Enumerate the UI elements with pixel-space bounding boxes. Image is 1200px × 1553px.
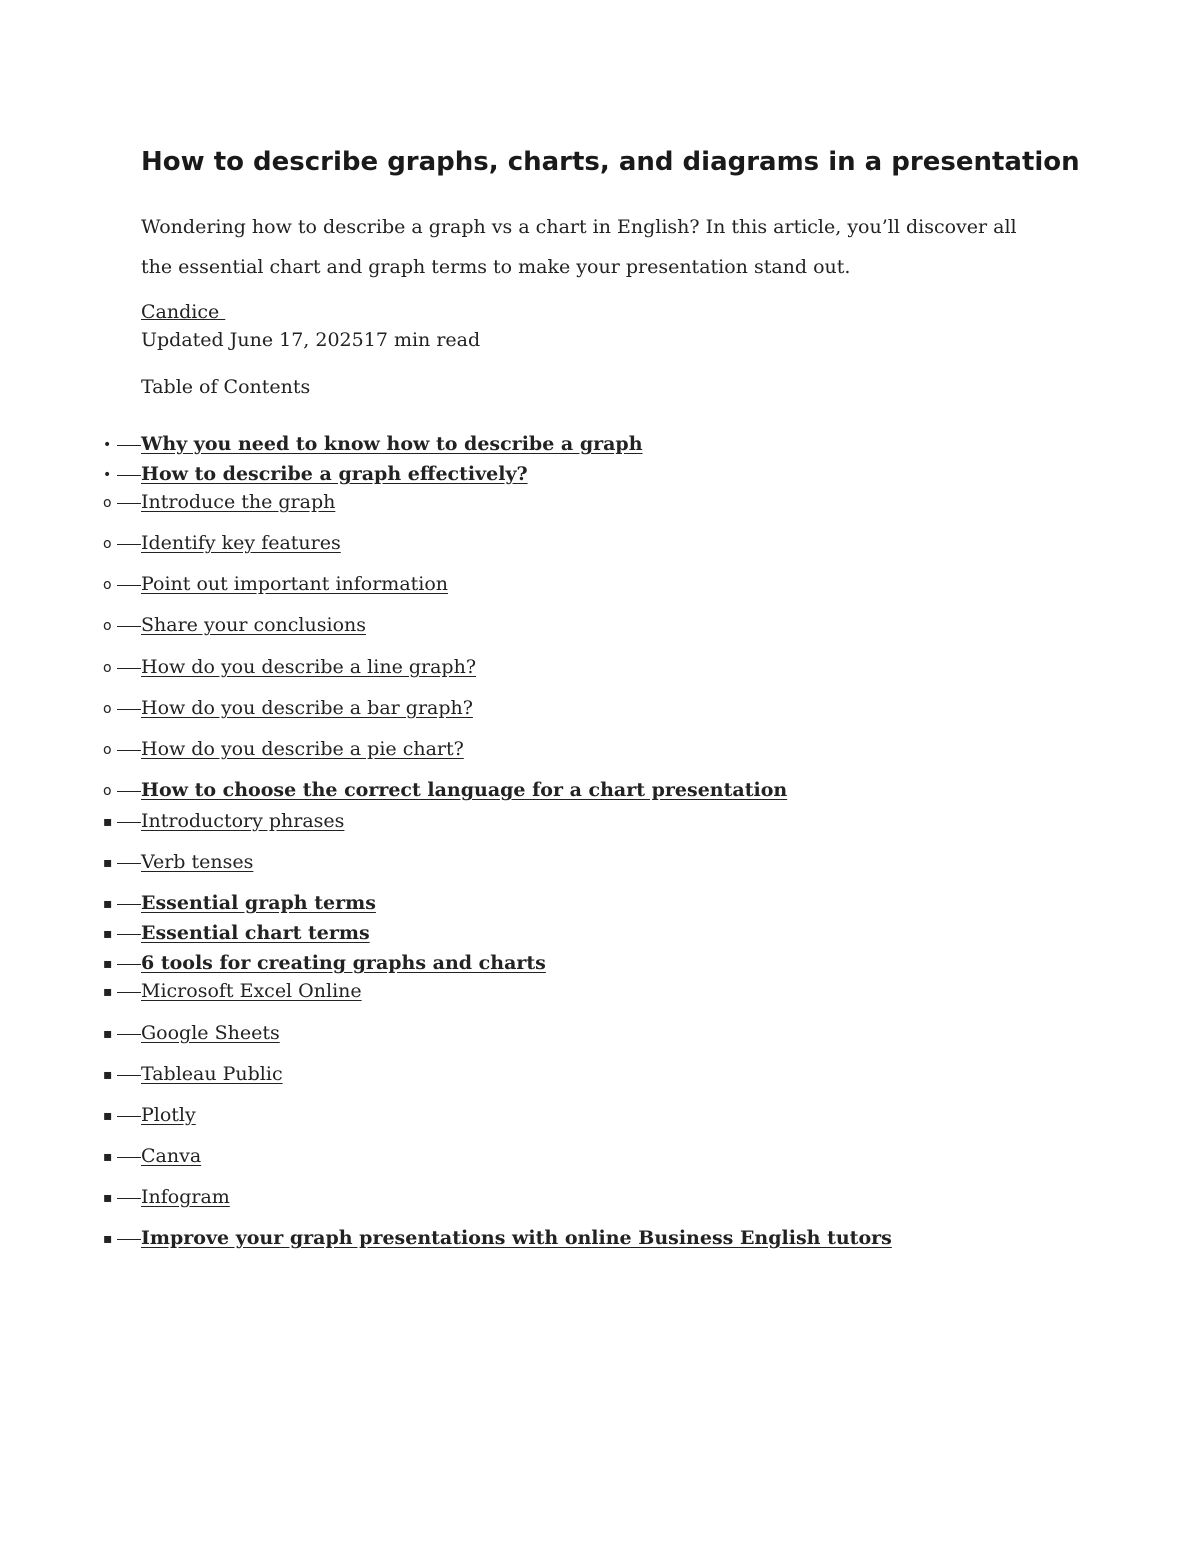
- toc-item-key-features[interactable]: [103, 529, 341, 557]
- circle-bullet-icon: o: [103, 618, 112, 634]
- toc-item-chart-terms[interactable]: [103, 919, 370, 947]
- toc-item-label: Introductory phrases: [141, 810, 345, 832]
- toc-item-label: Canva: [141, 1145, 202, 1167]
- toc-item-label: Share your conclusions: [141, 614, 367, 636]
- square-bullet-icon: ▪: [103, 1231, 113, 1247]
- toc-item-introductory-phrases[interactable]: [103, 807, 344, 835]
- article-title: How to describe graphs, charts, and diagrams in a presentation: [141, 147, 1080, 177]
- toc-item-tableau-public[interactable]: [103, 1060, 283, 1088]
- toc-item-correct-language[interactable]: [103, 776, 787, 804]
- circle-bullet-icon: o: [103, 783, 112, 799]
- toc-item-label: How do you describe a line graph?: [141, 656, 477, 678]
- author-link[interactable]: Candice: [141, 301, 226, 323]
- square-bullet-icon: ▪: [103, 1149, 113, 1165]
- toc-item-label: Google Sheets: [141, 1022, 280, 1044]
- square-bullet-icon: ▪: [103, 1190, 113, 1206]
- toc-item-label: Introduce the graph: [141, 491, 336, 513]
- toc-item-label: Verb tenses: [141, 851, 254, 873]
- square-bullet-icon: ▪: [103, 926, 113, 942]
- toc-item-label: How to choose the correct language for a chart presentation: [141, 779, 788, 801]
- toc-item-important-information[interactable]: [103, 570, 448, 598]
- circle-bullet-icon: o: [103, 701, 112, 717]
- circle-bullet-icon: o: [103, 495, 112, 511]
- circle-bullet-icon: o: [103, 660, 112, 676]
- bullet-icon: •: [103, 437, 112, 453]
- toc-item-infogram[interactable]: [103, 1183, 230, 1211]
- square-bullet-icon: ▪: [103, 855, 113, 871]
- toc-item-graph-terms[interactable]: [103, 889, 376, 917]
- toc-item-pie-chart[interactable]: [103, 735, 464, 763]
- toc-item-label: Essential graph terms: [141, 892, 376, 914]
- square-bullet-icon: ▪: [103, 814, 113, 830]
- toc-item-label: How to describe a graph effectively?: [141, 463, 528, 485]
- toc-item-plotly[interactable]: [103, 1101, 196, 1129]
- circle-bullet-icon: o: [103, 536, 112, 552]
- toc-heading: Table of Contents: [141, 376, 311, 398]
- toc-item-excel-online[interactable]: [103, 977, 362, 1005]
- toc-item-label: Essential chart terms: [141, 922, 370, 944]
- square-bullet-icon: ▪: [103, 1108, 113, 1124]
- toc-item-canva[interactable]: [103, 1142, 201, 1170]
- toc-item-line-graph[interactable]: [103, 653, 476, 681]
- toc-item-label: 6 tools for creating graphs and charts: [141, 952, 546, 974]
- toc-item-label: How do you describe a bar graph?: [141, 697, 473, 719]
- circle-bullet-icon: o: [103, 577, 112, 593]
- toc-item-conclusions[interactable]: [103, 611, 366, 639]
- toc-item-label: Tableau Public: [141, 1063, 283, 1085]
- toc-item-label: Infogram: [141, 1186, 230, 1208]
- toc-item-why-describe-graph[interactable]: [103, 430, 643, 458]
- square-bullet-icon: ▪: [103, 896, 113, 912]
- toc-item-label: Microsoft Excel Online: [141, 980, 362, 1002]
- toc-item-business-english-tutors[interactable]: [103, 1224, 892, 1252]
- square-bullet-icon: ▪: [103, 984, 113, 1000]
- updated-date: Updated June 17, 202517 min read: [141, 329, 481, 351]
- circle-bullet-icon: o: [103, 742, 112, 758]
- toc-item-google-sheets[interactable]: [103, 1019, 280, 1047]
- toc-item-describe-effectively[interactable]: [103, 460, 528, 488]
- bullet-icon: •: [103, 467, 112, 483]
- toc-item-verb-tenses[interactable]: [103, 848, 253, 876]
- toc-item-label: Why you need to know how to describe a graph: [141, 433, 643, 455]
- toc-item-label: Improve your graph presentations with online Business English tutors: [141, 1227, 892, 1249]
- toc-item-label: How do you describe a pie chart?: [141, 738, 464, 760]
- toc-item-bar-graph[interactable]: [103, 694, 473, 722]
- square-bullet-icon: ▪: [103, 1067, 113, 1083]
- square-bullet-icon: ▪: [103, 1026, 113, 1042]
- toc-item-six-tools[interactable]: [103, 949, 546, 977]
- article-intro: Wondering how to describe a graph vs a chart in English? In this article, you’ll discover all the essential chart and graph terms to make your presentation stand out.: [141, 216, 1017, 278]
- toc-item-label: Point out important information: [141, 573, 449, 595]
- toc-item-label: Plotly: [141, 1104, 196, 1126]
- square-bullet-icon: ▪: [103, 956, 113, 972]
- toc-item-label: Identify key features: [141, 532, 341, 554]
- toc-item-introduce-graph[interactable]: [103, 488, 335, 516]
